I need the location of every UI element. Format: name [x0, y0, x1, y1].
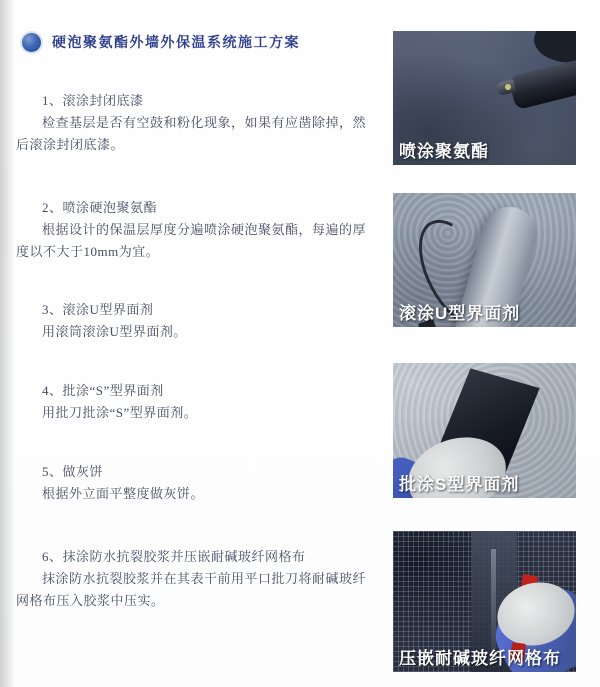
- step-2-body: 根据设计的保温层厚度分遍喷涂硬泡聚氨酯，每遍的厚度以不大于10mm为宜。: [16, 222, 367, 259]
- blue-sphere-bullet-icon: [22, 33, 41, 52]
- step-3-heading: 3、滚涂U型界面剂: [42, 302, 154, 317]
- step-1-heading: 1、滚涂封闭底漆: [42, 93, 144, 108]
- step-4: [16, 380, 378, 424]
- step-4-body: 用批刀批涂“S”型界面剂。: [42, 405, 198, 420]
- step-3-body: 用滚筒滚涂U型界面剂。: [42, 324, 187, 339]
- section-title-row: [22, 32, 300, 52]
- step-5: [16, 461, 378, 505]
- photo-2-caption: 滚涂U型界面剂: [399, 304, 521, 323]
- step-1: [16, 90, 378, 156]
- photo-roller-u-interface: [393, 193, 576, 327]
- page-title: 硬泡聚氨酯外墙外保温系统施工方案: [52, 34, 300, 50]
- step-2-heading: 2、喷涂硬泡聚氨酯: [42, 200, 158, 215]
- photo-4-caption: 压嵌耐碱玻纤网格布: [399, 649, 561, 668]
- spray-gun-tip-shape: [505, 84, 511, 90]
- spray-gun-body-shape: [508, 58, 576, 110]
- photo-1-caption: 喷涂聚氨酯: [399, 142, 489, 161]
- step-1-body: 检查基层是否有空鼓和粉化现象，如果有应凿除掉，然后滚涂封闭底漆。: [16, 115, 367, 152]
- step-5-body: 根据外立面平整度做灰饼。: [42, 486, 205, 501]
- photo-press-fiberglass-mesh: [393, 531, 576, 672]
- step-3: [16, 299, 378, 343]
- step-6: [16, 546, 378, 612]
- step-2: [16, 197, 378, 263]
- photo-3-caption: 批涂S型界面剂: [399, 475, 520, 494]
- step-6-body: 抹涂防水抗裂胶浆并在其表干前用平口批刀将耐碱玻纤网格布压入胶浆中压实。: [16, 571, 367, 608]
- photo-trowel-s-interface: [393, 363, 576, 498]
- photo-spray-polyurethane: [393, 31, 576, 165]
- step-5-heading: 5、做灰饼: [42, 464, 104, 479]
- step-6-heading: 6、抹涂防水抗裂胶浆并压嵌耐碱玻纤网格布: [42, 549, 306, 564]
- page-edge-shading: [0, 0, 15, 687]
- step-4-heading: 4、批涂“S”型界面剂: [42, 383, 164, 398]
